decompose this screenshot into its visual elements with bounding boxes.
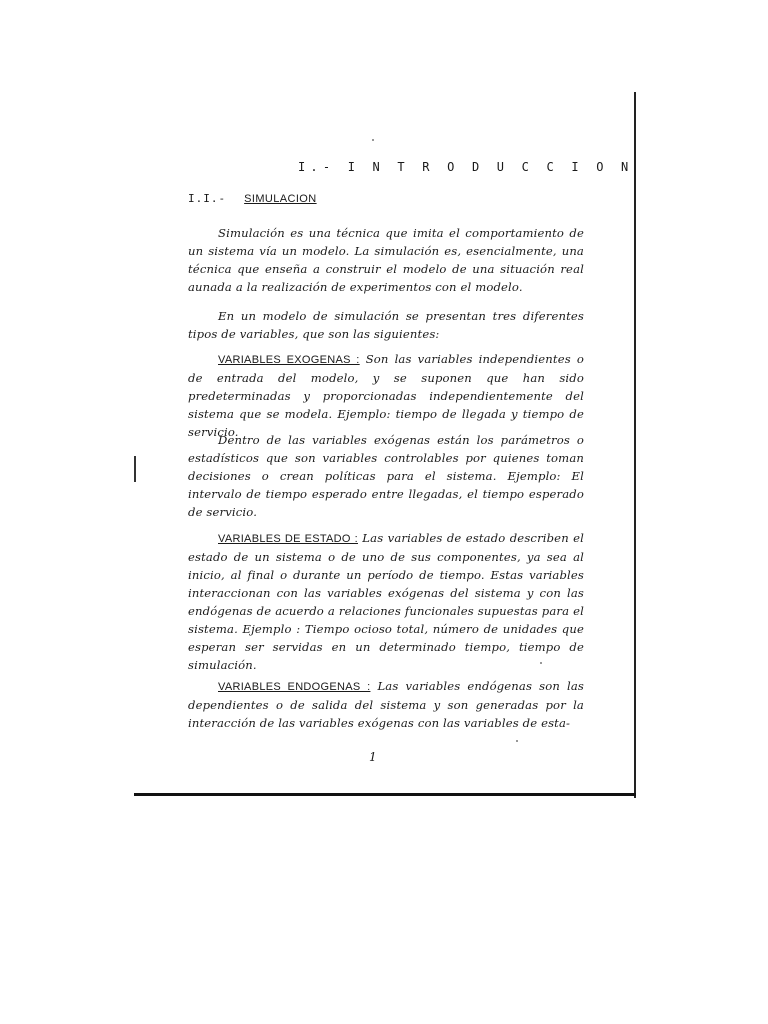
section-number: I.I.-	[188, 192, 227, 205]
paragraph	[188, 529, 584, 674]
section-heading	[188, 192, 317, 205]
scan-speck	[372, 139, 374, 141]
page-right-edge	[634, 92, 636, 798]
chapter-title: I.- I N T R O D U C C I O N	[298, 160, 634, 174]
section-label: SIMULACION	[244, 193, 317, 205]
paragraph	[188, 431, 584, 521]
paragraph-text: Son las variables independientes o de entrada del modelo, y se suponen que han sido predeterminadas y proporcionadas independientemente del sistema que se modela. Ejemplo: tiempo de llegada y tiempo de servicio.	[188, 352, 584, 439]
term-heading: VARIABLES DE ESTADO :	[218, 533, 358, 545]
term-heading: VARIABLES ENDOGENAS :	[218, 681, 371, 693]
paragraph	[188, 350, 584, 441]
paragraph-text: Dentro de las variables exógenas están los parámetros o estadísticos que son variables controlables por quienes toman decisiones o crean políticas para el sistema. Ejemplo: El intervalo de tiempo esperado entre llegadas, el tiempo esperado de servicio.	[188, 433, 584, 519]
paragraph	[188, 307, 584, 343]
scan-speck	[516, 740, 518, 742]
term-heading: VARIABLES EXOGENAS :	[218, 354, 360, 366]
paragraph-text: En un modelo de simulación se presentan tres diferentes tipos de variables, que son las siguientes:	[188, 309, 584, 341]
page-bottom-edge	[134, 793, 636, 796]
page-number: 1	[369, 750, 377, 764]
paragraph-text: Simulación es una técnica que imita el comportamiento de un sistema vía un modelo. La simulación es, esencialmente, una técnica que enseña a construir el modelo de una situación real aunada a la realización de experimentos con el modelo.	[188, 226, 584, 294]
paragraph-text: Las variables endógenas son las dependientes o de salida del sistema y son generadas por la interacción de las variables exógenas con las variables de esta-	[188, 679, 584, 730]
paragraph-text: Las variables de estado describen el estado de un sistema o de uno de sus componentes, ya sea al inicio, al final o durante un período de tiempo. Estas variables interaccionan con las variables exógenas del sistema y con las endógenas de acuerdo a relaciones funcionales supuestas para el sistema. Ejemplo : Tiempo ocioso total, número de unidades que esperan ser servidas en un determinado tiempo, tiempo de simulación.	[188, 531, 584, 672]
margin-mark	[134, 456, 136, 482]
paragraph	[188, 677, 584, 732]
paragraph	[188, 224, 584, 296]
